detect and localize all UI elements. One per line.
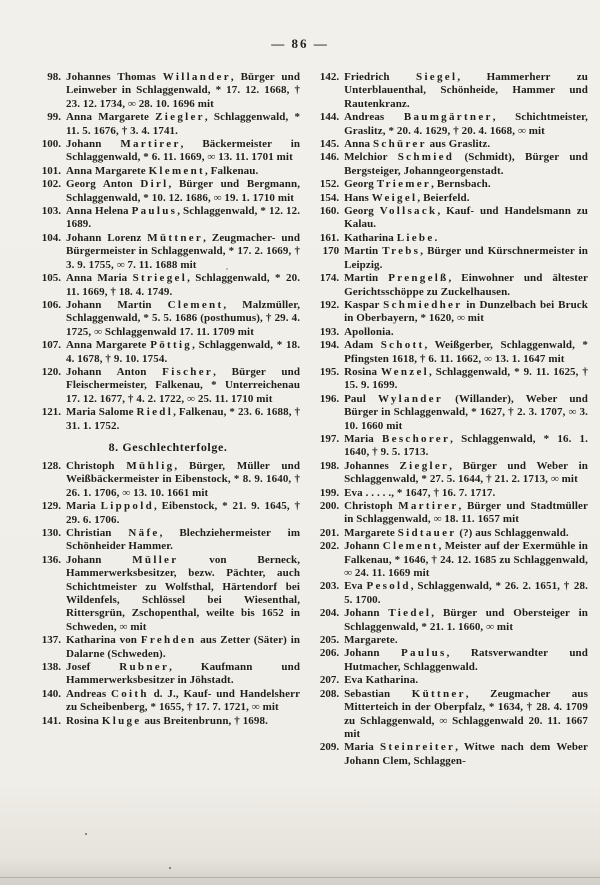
entry-surname-spaced: Wylander bbox=[377, 392, 444, 405]
scan-speck bbox=[85, 833, 87, 835]
entry-number: 120. bbox=[41, 365, 61, 378]
genealogy-entry bbox=[314, 326, 588, 339]
entry-surname-spaced: Clement bbox=[167, 298, 224, 311]
genealogy-entry bbox=[36, 634, 300, 661]
entry-text: Maria Steinreiter, Witwe nach dem Weber Johann Clem, Schlaggen- bbox=[344, 741, 588, 767]
entry-number: 106. bbox=[41, 298, 61, 311]
entry-surname-spaced: Clement bbox=[382, 540, 439, 553]
entry-number: 170 bbox=[322, 245, 340, 258]
entry-text: Andreas Baumgärtner, Schichtmeister, Graslitz, * 20. 4. 1629, † 20. 4. 1668, ∞ mit bbox=[344, 111, 589, 137]
entry-number: 141. bbox=[41, 714, 61, 727]
genealogy-entry bbox=[314, 741, 588, 768]
entry-number: 144. bbox=[319, 111, 340, 124]
entry-number: 195. bbox=[319, 365, 340, 378]
page-number-header: — 86 — bbox=[271, 36, 329, 51]
entry-text: Margarete Sidtauer (?) aus Schlaggenwald. bbox=[344, 526, 569, 539]
entry-surname-spaced: Müller bbox=[132, 553, 179, 566]
entry-text: Johann Paulus, Ratsverwandter und Hutmacher, Schlaggenwald. bbox=[344, 647, 588, 673]
entry-surname-spaced: Steinreiter bbox=[380, 741, 456, 754]
entry-text: Martin Trebs, Bürger und Kürschnermeister in Leipzig. bbox=[344, 245, 588, 271]
entry-text: Anna Helena Paulus, Schlaggenwald, * 12. 12. 1689. bbox=[66, 205, 301, 231]
entry-text: Maria Lippold, Eibenstock, * 21. 9. 1645, † 29. 6. 1706. bbox=[66, 500, 301, 526]
entry-number: 200. bbox=[319, 500, 340, 512]
genealogy-entry bbox=[314, 138, 588, 151]
entry-number: 137. bbox=[41, 634, 61, 647]
entry-text: Johann Lorenz Müttner, Zeugmacher- und Bürgermeister in Schlaggenwald, * 17. 2. 1669, † 3. 9. 1755, ∞ 7. 11. 1688 mit bbox=[66, 231, 301, 271]
entry-text: Melchior Schmied (Schmidt), Bürger und Bergsteiger, Johanngeorgenstadt. bbox=[344, 151, 588, 177]
genealogy-entry bbox=[314, 299, 588, 326]
entry-text: Rosina Wenzel, Schlaggenwald, * 9. 11. 1625, † 15. 9. 1699. bbox=[344, 365, 589, 392]
entry-text: Adam Schott, Weißgerber, Schlaggenwald, * Pfingsten 1618, † 6. 11. 1662, ∞ 13. 1. 1647 mit bbox=[344, 339, 588, 365]
entry-text: Georg Triemer, Bernsbach. bbox=[344, 178, 491, 191]
genealogy-entry bbox=[314, 540, 588, 580]
entry-surname-spaced: Trebs bbox=[382, 245, 421, 258]
entry-surname-spaced: Coith bbox=[111, 687, 149, 700]
genealogy-entry bbox=[314, 245, 588, 272]
entry-number: 203. bbox=[319, 580, 340, 593]
entry-text: Margarete. bbox=[344, 634, 398, 647]
genealogy-entry bbox=[314, 366, 588, 393]
genealogy-entry bbox=[36, 500, 300, 527]
entry-text: Johann Clement, Meister auf der Exermühle in Falkenau, * 1646, † 24. 12. 1685 zu Schlaggenwald, ∞ 24. 11. 1669 mit bbox=[344, 540, 588, 580]
entry-surname-spaced: Näfe bbox=[128, 527, 160, 539]
entry-number: 207. bbox=[319, 674, 340, 687]
scan-speck bbox=[169, 867, 171, 869]
entry-number: 128. bbox=[41, 459, 61, 472]
entry-text: Johann Tiedel, Bürger und Obersteiger in Schlaggenwald, * 21. 1. 1660, ∞ mit bbox=[344, 607, 588, 633]
entry-text: Sebastian Küttner, Zeugmacher aus Mitterteich in der Oberpfalz, * 1634, † 28. 4. 1709 zu Schlaggenwald, ∞ Schlaggenwald 20. 11. 1667 mit bbox=[344, 687, 588, 740]
entry-number: 99. bbox=[47, 111, 61, 124]
entry-number: 196. bbox=[319, 392, 340, 405]
entry-surname-spaced: Liebe bbox=[396, 231, 435, 244]
entry-surname-spaced: Wenzel bbox=[380, 365, 429, 378]
genealogy-entry bbox=[314, 433, 588, 460]
entry-surname-spaced: Mühlig bbox=[126, 459, 175, 472]
genealogy-entry bbox=[314, 647, 588, 674]
entry-number: 174. bbox=[319, 272, 340, 285]
entry-number: 198. bbox=[319, 459, 340, 472]
entry-text: Johannes Ziegler, Bürger und Weber in Schlaggenwald, * 27. 5. 1644, † 21. 2. 1713, ∞ mit bbox=[344, 459, 588, 486]
entry-text: Georg Anton Dirl, Bürger und Bergmann, Schlaggenwald, * 10. 12. 1686, ∞ 19. 1. 1710 mit bbox=[66, 178, 301, 204]
genealogy-entry bbox=[36, 527, 300, 554]
entry-number: 100. bbox=[41, 138, 61, 151]
entry-surname-spaced: Siegel bbox=[416, 71, 458, 83]
entry-text: Eva Katharina. bbox=[344, 674, 419, 687]
entry-surname-spaced: Kluge bbox=[101, 714, 142, 727]
entry-number: 194. bbox=[319, 339, 340, 352]
genealogy-entry bbox=[314, 71, 588, 111]
genealogy-entry bbox=[314, 151, 588, 178]
entry-text: Maria Beschorer, Schlaggenwald, * 16. 1. 1640, † 9. 5. 1713. bbox=[344, 432, 589, 459]
entry-number: 101. bbox=[41, 164, 61, 177]
entry-text: Josef Rubner, Kaufmann und Hammerwerksbesitzer in Jöhstadt. bbox=[66, 661, 301, 687]
entry-surname-spaced: Tiedel bbox=[388, 607, 432, 620]
entry-number: 204. bbox=[319, 607, 340, 620]
genealogy-entry bbox=[314, 460, 588, 487]
right-column bbox=[314, 71, 588, 768]
entry-text: Katharina von Frehden aus Zetter (Säter) in Dalarne (Schweden). bbox=[66, 634, 301, 660]
entry-number: 145. bbox=[319, 138, 340, 151]
left-column bbox=[36, 71, 300, 768]
entry-text: Johannes Thomas Willander, Bürger und Leinweber in Schlaggenwald, * 17. 12. 1668, † 23. 12. 1734, ∞ 28. 10. 1696 mit bbox=[66, 71, 301, 110]
entry-number: 146. bbox=[319, 151, 340, 164]
entry-surname-spaced: Martirer bbox=[120, 138, 181, 151]
entry-number: 208. bbox=[319, 687, 340, 700]
entry-text: Katharina Liebe. bbox=[344, 231, 438, 244]
entry-text: Christoph Mühlig, Bürger, Müller und Weißbäckermeister in Eibenstock, * 8. 9. 1640, † 26. 1. 1706, ∞ 13. 10. 1661 mit bbox=[66, 459, 301, 499]
entry-surname-spaced: Sidtauer bbox=[397, 526, 457, 539]
genealogy-entry bbox=[36, 715, 300, 728]
entry-number: 130. bbox=[41, 527, 61, 539]
entry-number: 136. bbox=[41, 553, 61, 566]
entry-text: Anna Margarete Klement, Falkenau. bbox=[66, 164, 259, 177]
genealogy-entry bbox=[314, 674, 588, 687]
entry-text: Paul Wylander (Willander), Weber und Bürger in Schlaggenwald, * 1627, † 2. 3. 1707, ∞ 3. 10. 1660 mit bbox=[344, 392, 588, 432]
entry-surname-spaced: Frehden bbox=[140, 634, 197, 647]
section-heading: 8. Geschlechterfolge. bbox=[108, 439, 228, 454]
entry-text: Christian Näfe, Blechziehermeister im Schönheider Hammer. bbox=[66, 527, 301, 553]
entry-number: 206. bbox=[319, 647, 340, 660]
entry-surname-spaced: Müttner bbox=[147, 231, 204, 244]
entry-number: 209. bbox=[319, 741, 340, 754]
entry-surname-spaced: Schott bbox=[380, 339, 425, 352]
entry-surname-spaced: Prengelß bbox=[388, 272, 449, 285]
genealogy-entry bbox=[314, 205, 588, 232]
entry-number: 129. bbox=[41, 500, 61, 513]
genealogy-entry bbox=[36, 406, 300, 433]
entry-text: Andreas Coith d. J., Kauf- und Handelsherr zu Scheibenberg, * 1655, † 17. 7. 1721, ∞ mit bbox=[66, 687, 301, 714]
entry-number: 138. bbox=[41, 661, 61, 674]
entry-surname-spaced: Pöttig bbox=[150, 339, 193, 352]
text-columns bbox=[0, 71, 600, 768]
genealogy-entry bbox=[36, 366, 300, 406]
entry-surname-spaced: Ziegler bbox=[399, 459, 450, 472]
entry-surname-spaced: Fischer bbox=[162, 365, 214, 378]
entry-surname-spaced: Triemer bbox=[376, 178, 432, 191]
genealogy-entry bbox=[36, 205, 300, 232]
entry-text: Apollonia. bbox=[344, 325, 394, 338]
entry-surname-spaced: Rubner bbox=[119, 661, 170, 674]
entry-number: 154. bbox=[319, 191, 340, 204]
entry-surname-spaced: Weigel bbox=[371, 191, 418, 204]
entry-text: Johann Müller von Berneck, Hammerwerksbesitzer, bezw. Pächter, auch Schichtmeister zu Wolfsthal, Härtendorf bei Wildenfels, Schlössel bei Wiesenthal, Rittersgrün, Zschopenthal, weilte bis 1652 in Schweden, ∞ mit bbox=[66, 553, 301, 633]
genealogy-entry bbox=[314, 607, 588, 634]
entry-surname-spaced: Striegel bbox=[132, 272, 188, 285]
genealogy-entry bbox=[36, 178, 300, 205]
genealogy-entry bbox=[36, 165, 300, 178]
genealogy-entry bbox=[36, 661, 300, 688]
genealogy-entry bbox=[314, 272, 588, 299]
entry-surname-spaced: Riedl bbox=[136, 406, 174, 419]
genealogy-entry bbox=[314, 580, 588, 607]
genealogy-entry bbox=[36, 138, 300, 165]
entry-number: 105. bbox=[41, 272, 61, 285]
entry-surname-spaced: Pesold bbox=[366, 580, 411, 593]
genealogy-entry bbox=[314, 500, 588, 527]
genealogy-entry bbox=[314, 178, 588, 191]
genealogy-entry bbox=[36, 554, 300, 634]
genealogy-entry bbox=[314, 634, 588, 647]
entry-number: 102. bbox=[41, 178, 61, 191]
entry-text: Hans Weigel, Beierfeld. bbox=[344, 191, 470, 204]
genealogy-entry bbox=[36, 299, 300, 339]
entry-number: 197. bbox=[319, 432, 340, 445]
entry-text: Johann Anton Fischer, Bürger und Fleischermeister, Falkenau, * Unterreichenau 17. 12. 1677, † 4. 2. 1722, ∞ 25. 11. 1710 mit bbox=[66, 365, 301, 405]
entry-number: 202. bbox=[319, 540, 340, 553]
entry-number: 199. bbox=[319, 486, 340, 499]
genealogy-entry bbox=[36, 111, 300, 138]
entry-number: 107. bbox=[41, 339, 61, 352]
genealogy-entry bbox=[36, 232, 300, 272]
entry-surname-spaced: Vollsack bbox=[379, 205, 438, 218]
entry-number: 152. bbox=[319, 178, 340, 191]
entry-surname-spaced: Willander bbox=[162, 71, 231, 83]
entry-surname-spaced: Küttner bbox=[411, 687, 466, 700]
entry-surname-spaced: Ziegler bbox=[155, 111, 205, 124]
entry-number: 140. bbox=[41, 687, 61, 700]
entry-text: Anna Schürer aus Graslitz. bbox=[344, 138, 491, 151]
entry-text: Christoph Martirer, Bürger und Stadtmüller in Schlaggenwald, ∞ 18. 11. 1657 mit bbox=[344, 500, 588, 526]
entry-text: Anna Margarete Pöttig, Schlaggenwald, * 18. 4. 1678, † 9. 10. 1754. bbox=[66, 339, 301, 365]
entry-number: 192. bbox=[319, 298, 340, 311]
genealogy-entry bbox=[314, 688, 588, 742]
genealogy-entry bbox=[36, 688, 300, 715]
entry-number: 193. bbox=[319, 325, 340, 338]
entry-surname-spaced: Martirer bbox=[398, 500, 459, 512]
genealogy-entry bbox=[314, 527, 588, 540]
entry-number: 161. bbox=[319, 231, 340, 244]
entry-text: Maria Salome Riedl, Falkenau, * 23. 6. 1688, † 31. 1. 1752. bbox=[66, 406, 301, 432]
scan-speck bbox=[226, 268, 228, 270]
entry-number: 103. bbox=[41, 205, 61, 218]
genealogy-entry bbox=[36, 460, 300, 500]
genealogy-entry bbox=[36, 272, 300, 299]
entry-text: Friedrich Siegel, Hammerherr zu Unterblauenthal, Schönheide, Hammer und Rautenkranz. bbox=[344, 71, 588, 110]
genealogy-entry bbox=[314, 487, 588, 500]
entry-number: 121. bbox=[41, 406, 61, 419]
genealogy-entry bbox=[314, 192, 588, 205]
genealogy-entry bbox=[36, 339, 300, 366]
entry-surname-spaced: Schmiedher bbox=[383, 298, 463, 311]
entry-number: 201. bbox=[319, 526, 340, 539]
entry-surname-spaced: Paulus bbox=[401, 647, 447, 660]
entry-text: Eva Pesold, Schlaggenwald, * 26. 2. 1651, † 28. 5. 1700. bbox=[344, 580, 588, 606]
entry-text: Johann Martin Clement, Malzmüller, Schlaggenwald, * 5. 5. 1686 (posthumus), † 29. 4. 1725, ∞ Schlaggenwald 17. 11. 1709 mit bbox=[66, 298, 301, 338]
entry-number: 205. bbox=[319, 634, 340, 647]
genealogy-entry bbox=[314, 232, 588, 245]
entry-surname-spaced: Klement bbox=[148, 164, 205, 177]
entry-text: Georg Vollsack, Kauf- und Handelsmann zu Kalau. bbox=[344, 205, 588, 231]
entry-surname-spaced: Paulus bbox=[131, 205, 178, 218]
entry-text: Anna Margarete Ziegler, Schlaggenwald, * 11. 5. 1676, † 3. 4. 1741. bbox=[66, 111, 301, 137]
entry-number: 104. bbox=[41, 231, 61, 244]
entry-surname-spaced: Baumgärtner bbox=[403, 111, 493, 124]
entry-surname-spaced: Dirl bbox=[140, 178, 169, 191]
entry-surname-spaced: Schmied bbox=[397, 151, 455, 164]
genealogy-entry bbox=[36, 71, 300, 111]
entry-number: 142. bbox=[319, 71, 340, 83]
page-bottom-edge bbox=[0, 877, 600, 878]
genealogy-entry bbox=[314, 393, 588, 433]
genealogy-entry bbox=[314, 339, 588, 366]
entry-text: Rosina Kluge aus Breitenbrunn, † 1698. bbox=[66, 714, 268, 727]
entry-text: Eva . . . . ., * 1647, † 16. 7. 1717. bbox=[344, 486, 496, 499]
entry-surname-spaced: Beschorer bbox=[382, 432, 451, 445]
entry-text: Martin Prengelß, Einwohner und ältester Gerichtsschöppe zu Zuckelhausen. bbox=[344, 272, 588, 298]
entry-surname-spaced: Lippold bbox=[100, 500, 154, 513]
entry-number: 98. bbox=[47, 71, 61, 83]
genealogy-entry bbox=[314, 111, 588, 138]
entry-text: Kaspar Schmiedher in Dunzelbach bei Bruck in Oberbayern, * 1620, ∞ mit bbox=[344, 298, 588, 325]
entry-surname-spaced: Schürer bbox=[373, 138, 427, 151]
entry-text: Anna Maria Striegel, Schlaggenwald, * 20. 11. 1669, † 18. 4. 1749. bbox=[66, 272, 301, 298]
entry-number: 160. bbox=[319, 205, 340, 218]
entry-text: Johann Martirer, Bäckermeister in Schlaggenwald, * 6. 11. 1669, ∞ 13. 11. 1701 mit bbox=[66, 138, 301, 164]
